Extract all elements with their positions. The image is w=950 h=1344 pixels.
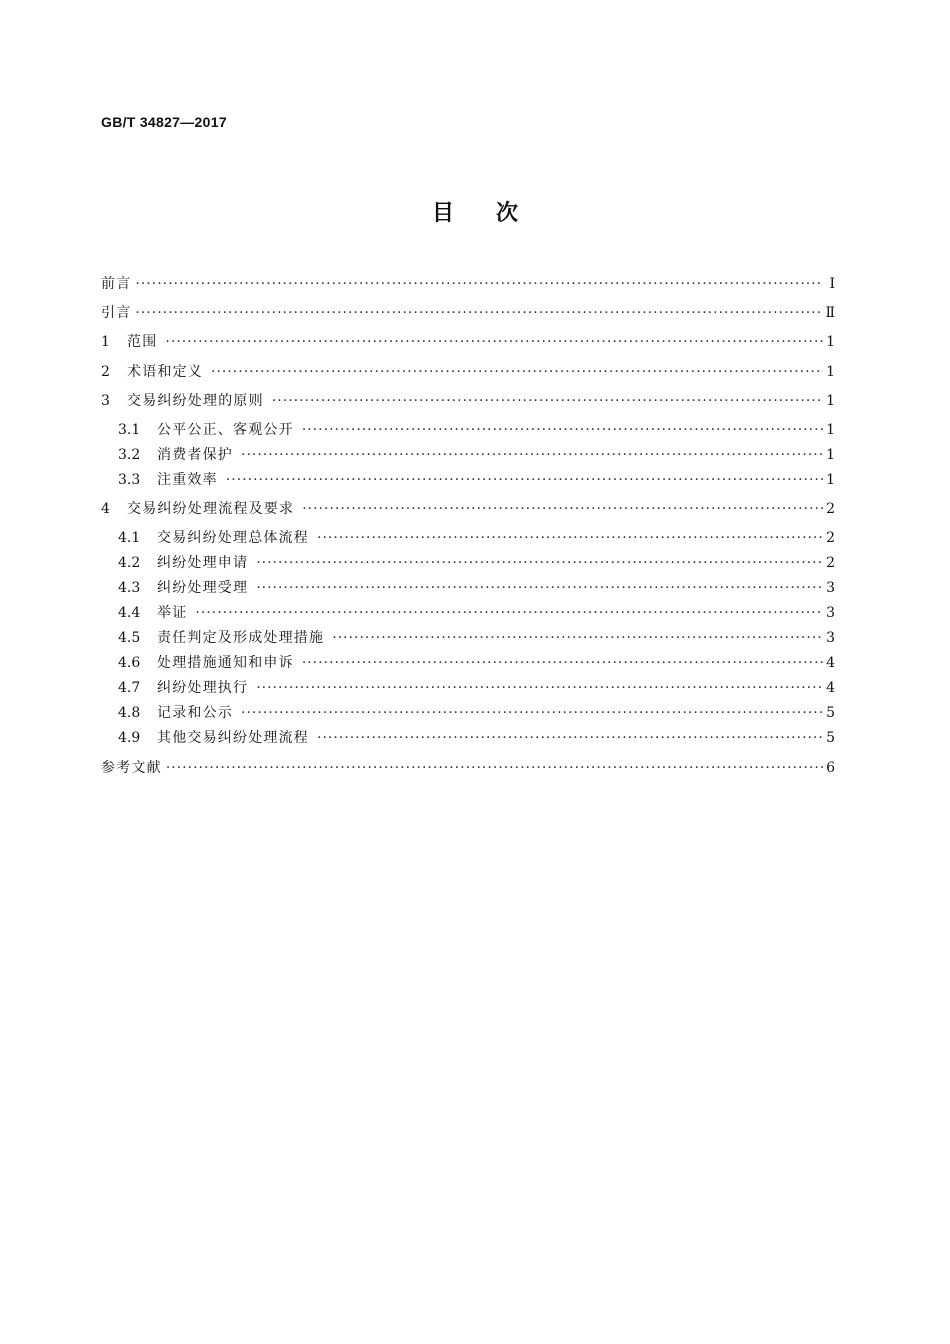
toc-entry-title: 纠纷处理执行 xyxy=(157,680,249,696)
toc-entry-title: 消费者保护 xyxy=(157,447,233,463)
toc-entry-page: 6 xyxy=(826,760,835,776)
toc-entry-number: 4.8 xyxy=(118,705,141,721)
toc-entry-4-4[interactable] xyxy=(118,602,835,624)
toc-entry-number: 4 xyxy=(101,501,110,517)
toc-entry-title: 记录和公示 xyxy=(157,705,233,721)
toc-entry-number: 4.7 xyxy=(118,680,141,696)
toc-dot-leader xyxy=(302,652,823,674)
toc-entry-title: 参考文献 xyxy=(101,760,162,776)
toc-entry-references[interactable] xyxy=(101,757,835,779)
toc-entry-title: 处理措施通知和申诉 xyxy=(157,655,294,671)
toc-entry-page: 1 xyxy=(826,422,835,438)
toc-entry-4-5[interactable] xyxy=(118,627,835,649)
toc-dot-leader xyxy=(135,273,823,295)
toc-entry-page: 2 xyxy=(826,530,835,546)
toc-entry-number: 1 xyxy=(101,334,110,350)
toc-entry-4-3[interactable] xyxy=(118,577,835,599)
toc-entry-page: 4 xyxy=(826,680,835,696)
toc-entry-title: 其他交易纠纷处理流程 xyxy=(157,730,309,746)
toc-entry-page: 5 xyxy=(826,730,835,746)
toc-entry-title: 公平公正、客观公开 xyxy=(157,422,294,438)
toc-entry-title: 举证 xyxy=(157,605,188,621)
toc-entry-introduction[interactable] xyxy=(101,302,835,324)
toc-entry-page: 1 xyxy=(826,364,835,380)
toc-dot-leader xyxy=(211,361,823,383)
toc-entry-title: 纠纷处理申请 xyxy=(157,555,249,571)
toc-dot-leader xyxy=(135,302,823,324)
toc-entry-title: 纠纷处理受理 xyxy=(157,580,249,596)
toc-dot-leader xyxy=(256,552,823,574)
toc-entry-title: 引言 xyxy=(101,305,132,321)
toc-entry-1[interactable] xyxy=(101,331,835,353)
toc-entry-page: 5 xyxy=(826,705,835,721)
toc-list xyxy=(101,0,835,1344)
toc-entry-3[interactable] xyxy=(101,390,835,412)
toc-entry-page: 3 xyxy=(826,580,835,596)
toc-entry-number: 4.2 xyxy=(118,555,141,571)
toc-dot-leader xyxy=(317,527,823,549)
toc-entry-number: 4.3 xyxy=(118,580,141,596)
toc-entry-title: 交易纠纷处理流程及要求 xyxy=(127,501,295,517)
toc-entry-number: 2 xyxy=(101,364,110,380)
toc-entry-4-9[interactable] xyxy=(118,727,835,749)
toc-entry-title: 交易纠纷处理的原则 xyxy=(127,393,264,409)
toc-entry-number: 3.2 xyxy=(118,447,141,463)
toc-entry-2[interactable] xyxy=(101,361,835,383)
toc-entry-number: 4.1 xyxy=(118,530,141,546)
toc-entry-title: 交易纠纷处理总体流程 xyxy=(157,530,309,546)
toc-entry-page: 1 xyxy=(826,393,835,409)
toc-dot-leader xyxy=(241,444,823,466)
toc-entry-number: 4.5 xyxy=(118,630,141,646)
toc-entry-page: 1 xyxy=(826,447,835,463)
toc-dot-leader xyxy=(256,677,823,699)
toc-entry-page: 1 xyxy=(826,334,835,350)
toc-entry-foreword[interactable] xyxy=(101,273,835,295)
toc-entry-page: 2 xyxy=(826,555,835,571)
toc-entry-number: 3 xyxy=(101,393,110,409)
toc-dot-leader xyxy=(165,331,823,353)
toc-entry-number: 3.1 xyxy=(118,422,141,438)
standard-code: GB/T 34827—2017 xyxy=(101,114,227,130)
toc-dot-leader xyxy=(302,498,823,520)
toc-dot-leader xyxy=(226,469,823,491)
toc-dot-leader xyxy=(195,602,823,624)
toc-dot-leader xyxy=(302,419,823,441)
toc-dot-leader xyxy=(317,727,823,749)
toc-dot-leader xyxy=(241,702,823,724)
toc-entry-number: 4.4 xyxy=(118,605,141,621)
toc-title: 目次 xyxy=(431,201,560,226)
toc-entry-page: 4 xyxy=(826,655,835,671)
toc-entry-4-8[interactable] xyxy=(118,702,835,724)
toc-entry-4-1[interactable] xyxy=(118,527,835,549)
toc-dot-leader xyxy=(256,577,823,599)
toc-entry-page: Ⅱ xyxy=(825,305,835,321)
toc-entry-number: 4.9 xyxy=(118,730,141,746)
toc-entry-4-7[interactable] xyxy=(118,677,835,699)
toc-entry-4-2[interactable] xyxy=(118,552,835,574)
toc-dot-leader xyxy=(272,390,823,412)
toc-entry-page: 3 xyxy=(826,605,835,621)
toc-entry-title: 注重效率 xyxy=(157,472,218,488)
toc-entry-title: 前言 xyxy=(101,276,132,292)
toc-entry-3-3[interactable] xyxy=(118,469,835,491)
toc-entry-page: 3 xyxy=(826,630,835,646)
toc-entry-title: 范围 xyxy=(127,334,158,350)
toc-entry-3-2[interactable] xyxy=(118,444,835,466)
toc-entry-page: 1 xyxy=(826,472,835,488)
toc-dot-leader xyxy=(332,627,823,649)
toc-entry-number: 4.6 xyxy=(118,655,141,671)
toc-dot-leader xyxy=(166,757,823,779)
toc-entry-title: 责任判定及形成处理措施 xyxy=(157,630,325,646)
toc-entry-4-6[interactable] xyxy=(118,652,835,674)
toc-entry-4[interactable] xyxy=(101,498,835,520)
toc-entry-3-1[interactable] xyxy=(118,419,835,441)
toc-entry-page: 2 xyxy=(826,501,835,517)
toc-entry-number: 3.3 xyxy=(118,472,141,488)
toc-entry-title: 术语和定义 xyxy=(127,364,203,380)
toc-entry-page: Ⅰ xyxy=(829,276,835,292)
